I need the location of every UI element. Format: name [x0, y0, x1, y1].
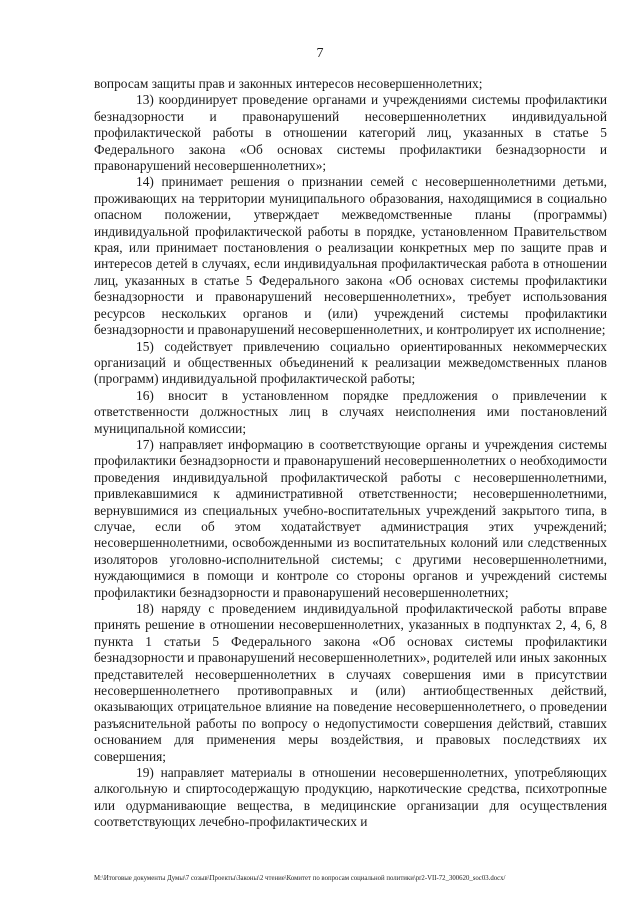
- document-body: [94, 76, 607, 831]
- paragraph-item-13: 13) координирует проведение органами и учреждениями системы профилактики безнадзорности и правонарушений несовершеннолетних индивидуальной профилактической работы в отношении категорий лиц, указанных в статье 5 Федерального закона «Об основах системы профилактики безнадзорности и правонарушений несовершеннолетних»;: [94, 92, 607, 174]
- paragraph-item-14: 14) принимает решения о признании семей с несовершеннолетними детьми, проживающих на территории муниципального образования, находящимися в социально опасном положении, утверждает межведомственные планы (программы) индивидуальной профилактической работы в порядке, установленном Правительством края, или принимает постановления о реализации конкретных мер по защите прав и интересов детей в случаях, если индивидуальная профилактическая работа в отношении лиц, указанных в статье 5 Федерального закона «Об основах системы профилактики безнадзорности и правонарушений несовершеннолетних», требует использования ресурсов нескольких органов и (или) учреждений системы профилактики безнадзорности и правонарушений несовершеннолетних, и контролирует их исполнение;: [94, 174, 607, 338]
- paragraph-item-18: 18) наряду с проведением индивидуальной профилактической работы вправе принять решение в отношении несовершеннолетних, указанных в подпунктах 2, 4, 6, 8 пункта 1 статьи 5 Федерального закона «Об основах системы профилактики безнадзорности и правонарушений несовершеннолетних», родителей или иных законных представителей несовершеннолетних в случаях совершения ими в присутствии несовершеннолетнего противоправных и (или) антиобщественных действий, оказывающих отрицательное влияние на поведение несовершеннолетнего, о проведении разъяснительной работы по вопросу о недопустимости совершения действий, ставших основанием для применения меры воздействия, и правовых последствиях их совершения;: [94, 601, 607, 764]
- page-number: 7: [316, 46, 324, 61]
- paragraph-item-15: 15) содействует привлечению социально ориентированных некоммерческих организаций и общественных объединений к реализации межведомственных планов (программ) индивидуальной профилактической работы;: [94, 338, 607, 387]
- footer-file-path: M:\Итоговые документы Думы\7 созыв\Проекты\Законы\2 чтение\Комитет по вопросам социальной политики\pr2-VII-72_300620_soc03.docx/: [94, 875, 506, 882]
- paragraph-item-17: 17) направляет информацию в соответствующие органы и учреждения системы профилактики безнадзорности и правонарушений несовершеннолетних о необходимости проведения индивидуальной профилактической работы с несовершеннолетними, привлекавшимися к административной ответственности; несовершеннолетними, вернувшимися из специальных учебно-воспитательных учреждений закрытого типа, в случае, если об этом ходатайствует администрация этих учреждений; несовершеннолетними, освобожденными из воспитательных колоний или следственных изоляторов уголовно-исполнительной системы; с другими несовершеннолетними, нуждающимися в помощи и контроле со стороны органов и учреждений системы профилактики безнадзорности и правонарушений несовершеннолетних;: [94, 436, 607, 600]
- paragraph-item-19: 19) направляет материалы в отношении несовершеннолетних, употребляющих алкогольную и спиртосодержащую продукцию, наркотические средства, психотропные или одурманивающие вещества, в медицинские организации для осуществления соответствующих лечебно-профилактических и: [94, 765, 607, 830]
- paragraph-item-16: 16) вносит в установленном порядке предложения о привлечении к ответственности должностных лиц в случаях неисполнения ими постановлений муниципальной комиссии;: [94, 387, 607, 436]
- paragraph-continuation: вопросам защиты прав и законных интересов несовершеннолетних;: [94, 76, 483, 91]
